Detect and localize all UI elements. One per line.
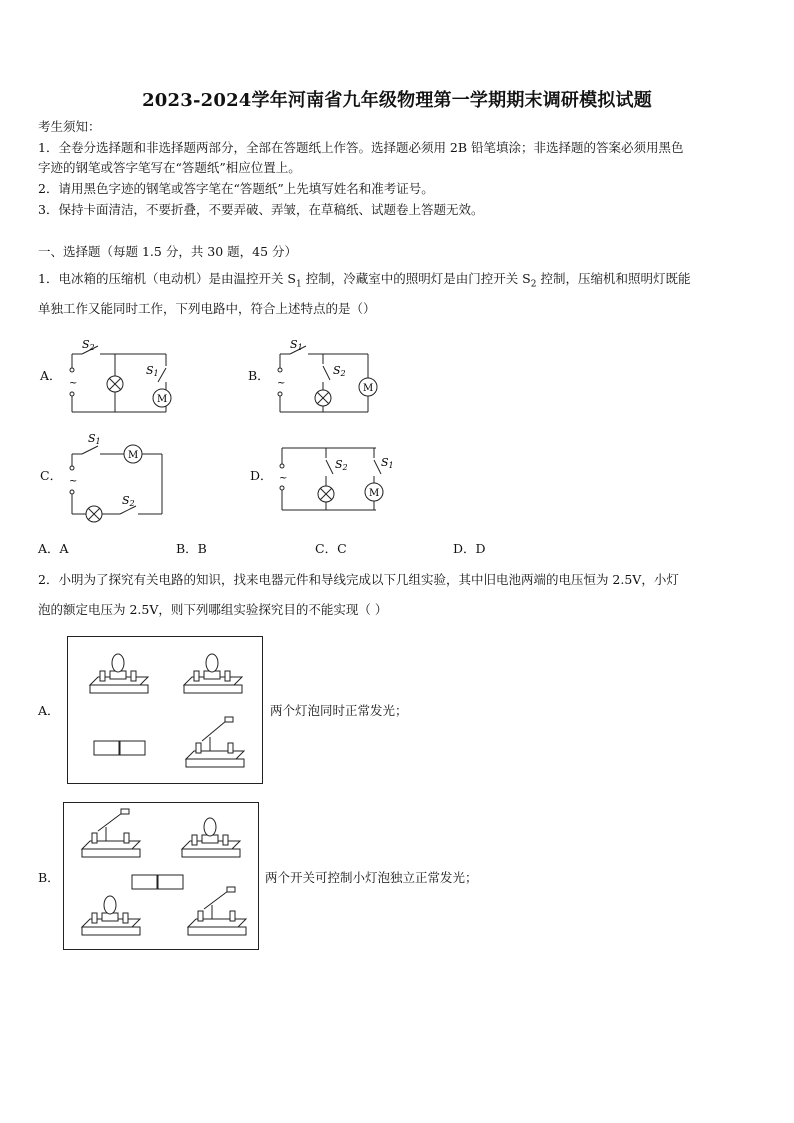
section-heading: 一、选择题（每题 1.5 分，共 30 题，45 分）: [38, 244, 298, 259]
circuit-c-s1: S1: [88, 432, 101, 446]
q2-option-b-text: 两个开关可控制小灯泡独立正常发光；: [265, 870, 478, 885]
circuit-c-s2: S2: [122, 494, 135, 508]
circuit-b-diagram: [268, 334, 388, 420]
q1-sub-1: 1: [296, 279, 302, 290]
circuit-d-motor: M: [369, 488, 380, 499]
circuit-d-s2: S2: [335, 458, 348, 472]
circuit-a-label: A．: [40, 368, 62, 383]
circuit-a-s1: S1: [146, 364, 159, 378]
notice-heading: 考生须知：: [38, 119, 101, 134]
q2-a-components: [68, 637, 262, 783]
circuit-c-diagram: [60, 430, 180, 526]
q2-option-b-figure: [63, 802, 259, 950]
circuit-d-diagram: [270, 440, 394, 522]
notice-line-4: 3．保持卡面清洁，不要折叠，不要弄破、弄皱，在草稿纸、试题卷上答题无效。: [38, 202, 484, 217]
circuit-a-diagram: [60, 334, 190, 420]
circuit-b-motor: M: [363, 383, 374, 394]
q2-line-1: 2．小明为了探究有关电路的知识，找来电器元件和导线完成以下几组实验，其中旧电池两端的电压恒为 2.5V，小灯: [38, 572, 679, 587]
q2-option-b-label: B．: [38, 870, 60, 885]
notice-line-3: 2．请用黑色字迹的钢笔或答字笔在“答题纸”上先填写姓名和准考证号。: [38, 181, 434, 196]
ac-source-icon: ~: [279, 473, 288, 484]
q1-text-c: 控制，压缩机和照明灯既能: [536, 271, 691, 286]
q2-b-components: [64, 803, 258, 949]
ac-source-icon: ~: [277, 378, 286, 389]
circuit-d-s1: S1: [381, 456, 394, 470]
q1-answer-a: A．A: [38, 541, 69, 556]
circuit-b-s1: S1: [290, 338, 303, 352]
q1-text-b: 控制，冷藏室中的照明灯是由门控开关 S: [301, 271, 531, 286]
circuit-c-motor: M: [128, 450, 139, 461]
q1-sub-2: 2: [530, 279, 537, 290]
q1-answer-d: D．D: [453, 541, 486, 556]
q1-line-1: [38, 269, 690, 295]
circuit-a-motor: M: [157, 394, 168, 405]
circuit-b-label: B．: [248, 368, 270, 383]
q2-line-2: 泡的额定电压为 2.5V，则下列哪组实验探究目的不能实现（ ）: [38, 602, 388, 617]
circuit-c-label: C．: [40, 468, 63, 483]
ac-source-icon: ~: [69, 378, 78, 389]
circuit-a-s2: S2: [82, 338, 95, 352]
q2-option-a-figure: [67, 636, 263, 784]
q1-answer-c: C．C: [315, 541, 347, 556]
q2-option-a-label: A．: [38, 703, 60, 718]
q1-answer-b: B．B: [176, 541, 207, 556]
notice-line-2: 字迹的钢笔或答字笔写在“答题纸”相应位置上。: [38, 160, 301, 175]
notice-line-1: 1．全卷分选择题和非选择题两部分，全部在答题纸上作答。选择题必须用 2B 铅笔填涂；非选择题的答案必须用黑色: [38, 140, 684, 155]
circuit-d-label: D．: [250, 468, 273, 483]
circuit-b-s2: S2: [333, 364, 346, 378]
page-title: 2023-2024学年河南省九年级物理第一学期期末调研模拟试题: [142, 90, 652, 111]
q2-option-a-text: 两个灯泡同时正常发光；: [270, 703, 408, 718]
ac-source-icon: ~: [69, 476, 78, 487]
q1-text-a: 1．电冰箱的压缩机（电动机）是由温控开关 S: [38, 271, 296, 286]
q1-line-2: 单独工作又能同时工作，下列电路中，符合上述特点的是（）: [38, 301, 376, 316]
